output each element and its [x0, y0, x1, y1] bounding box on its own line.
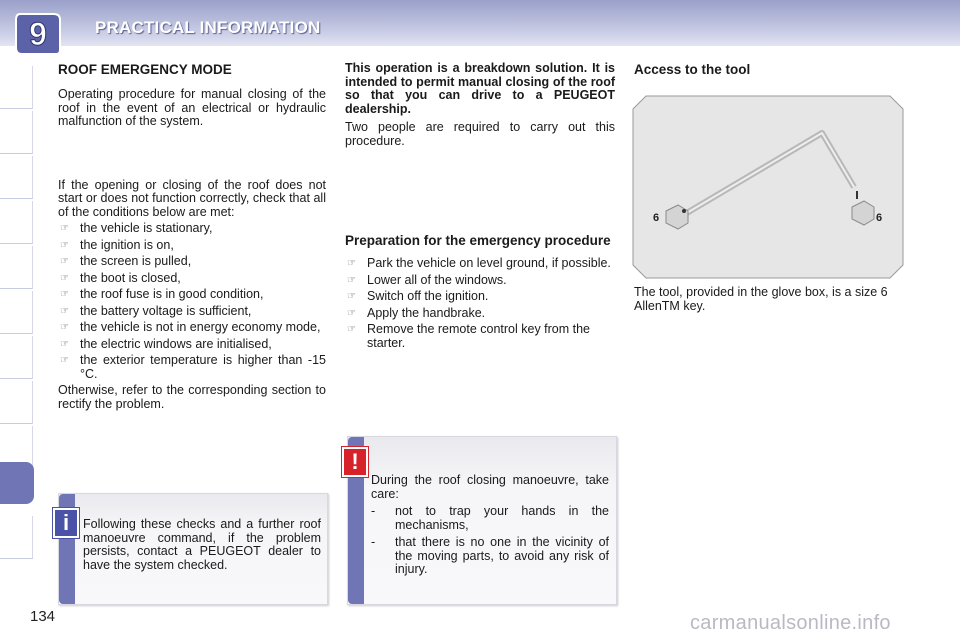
list-item: ☞ the vehicle is stationary, — [60, 221, 213, 235]
info-icon: i — [53, 508, 79, 538]
pointing-hand-icon: ☞ — [60, 223, 69, 234]
otherwise-paragraph: Otherwise, refer to the corresponding section to rectify the problem. — [58, 383, 326, 411]
list-item: ☞ Apply the handbrake. — [347, 305, 486, 320]
chapter-tab[interactable] — [0, 201, 33, 244]
list-item: ☞ the roof fuse is in good condition, — [60, 287, 264, 301]
pointing-hand-icon: ☞ — [60, 256, 69, 267]
list-item: ☞ the battery voltage is sufficient, — [60, 303, 252, 318]
breakdown-note: This operation is a breakdown solution. It is intended to permit manual closing of the roof so that you can drive to a PEUGEOT dealership. — [345, 61, 615, 116]
chapter-tab[interactable] — [0, 381, 33, 424]
warning-icon: ! — [342, 447, 368, 477]
page-number: 134 — [30, 608, 56, 625]
tool-caption-block — [634, 286, 906, 313]
list-item: - that there is no one in the vicinity of the moving parts, to avoid any risk of injury. — [371, 535, 609, 576]
list-item: ☞ the vehicle is not in energy economy mode, — [60, 320, 321, 334]
chapter-title: PRACTICAL INFORMATION — [95, 18, 321, 37]
people-note: Two people are required to carry out this procedure. — [345, 120, 615, 148]
tool-caption: The tool, provided in the glove box, is a size 6 AllenTM key. — [634, 285, 888, 313]
figure-label: 6 — [653, 212, 660, 224]
list-item: ☞ the boot is closed, — [60, 270, 181, 285]
pointing-hand-icon: ☞ — [347, 274, 356, 286]
column-tool-access — [634, 62, 904, 78]
chapter-tab[interactable] — [0, 66, 33, 109]
pointing-hand-icon: ☞ — [60, 289, 69, 300]
pointing-hand-icon: ☞ — [60, 338, 69, 350]
allen-key-illustration — [632, 95, 904, 279]
warning-list — [371, 505, 609, 577]
warning-intro: During the roof closing manoeuvre, take care: — [371, 473, 609, 501]
watermark: carmanualsonline.info — [690, 612, 891, 634]
figure-label: 6 — [876, 212, 883, 224]
pointing-hand-icon: ☞ — [347, 258, 356, 269]
pointing-hand-icon: ☞ — [60, 322, 69, 333]
list-item: ☞ Lower all of the windows. — [347, 272, 507, 287]
warning-content — [371, 474, 609, 577]
chapter-badge — [14, 10, 64, 56]
info-text: Following these checks and a further roof manoeuvre command, if the problem persists, contact a PEUGEOT dealer to have the system checked. — [83, 517, 321, 572]
chapter-tab[interactable] — [0, 111, 33, 154]
chapter-tab[interactable] — [0, 291, 33, 334]
conditions-intro: If the opening or closing of the roof does not start or does not function correctly, check that all of the conditions below are met: — [58, 177, 326, 219]
pointing-hand-icon: ☞ — [60, 305, 69, 317]
pointing-hand-icon: ☞ — [347, 324, 356, 335]
section-heading: ROOF EMERGENCY MODE — [58, 62, 232, 77]
preparation-heading: Preparation for the emergency procedure — [345, 233, 611, 248]
pointing-hand-icon: ☞ — [60, 239, 69, 251]
tool-heading: Access to the tool — [634, 62, 751, 77]
preparation-steps — [345, 257, 615, 350]
list-item: ☞ the exterior temperature is higher than -15 °C. — [60, 353, 326, 381]
list-item: - not to trap your hands in the mechanisms, — [371, 504, 609, 532]
chapter-number: 9 — [29, 16, 47, 52]
list-item: ☞ the screen is pulled, — [60, 254, 192, 268]
chapter-tab[interactable] — [0, 516, 33, 559]
pointing-hand-icon: ☞ — [60, 272, 69, 284]
column-roof-emergency — [58, 62, 326, 411]
chapter-tab-active[interactable] — [0, 462, 34, 504]
pointing-hand-icon: ☞ — [347, 307, 356, 319]
list-item: ☞ Switch off the ignition. — [347, 289, 489, 303]
pointing-hand-icon: ☞ — [60, 355, 69, 366]
chapter-tab[interactable] — [0, 246, 33, 289]
conditions-list — [58, 222, 326, 381]
list-item: ☞ Park the vehicle on level ground, if possible. — [347, 256, 611, 270]
chapter-tab[interactable] — [0, 336, 33, 379]
chapter-tab[interactable] — [0, 156, 33, 199]
list-item: ☞ Remove the remote control key from the starter. — [347, 322, 591, 350]
list-item: ☞ the electric windows are initialised, — [60, 336, 272, 351]
list-item: ☞ the ignition is on, — [60, 237, 174, 252]
intro-paragraph: Operating procedure for manual closing of the roof in the event of an electrical or hydraulic malfunction of the system. — [58, 87, 326, 128]
pointing-hand-icon: ☞ — [347, 291, 356, 302]
column-procedure — [345, 62, 615, 350]
